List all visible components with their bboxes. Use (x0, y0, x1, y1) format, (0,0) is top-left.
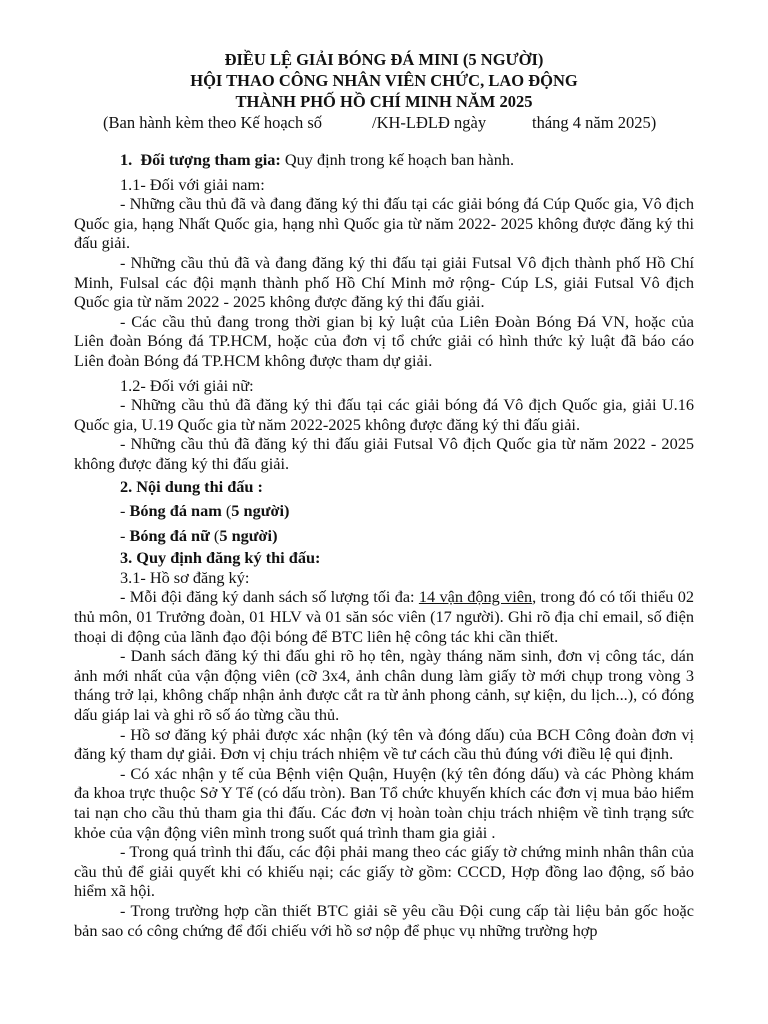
item-women-label: Bóng đá nữ (129, 525, 210, 545)
doc-title-line-2: HỘI THAO CÔNG NHÂN VIÊN CHỨC, LAO ĐỘNG (190, 71, 578, 90)
item-dash: - (120, 525, 130, 545)
section-3-1-para-4: - Có xác nhận y tế của Bệnh viện Quận, Huyện (ký tên đóng dấu) và các Phòng khám đa khoa trực thuộc Sở Y Tế (có dấu tròn). Ban Tổ chức khuyến khích các đơn vị mua bảo hiểm tai nạn cho cầu thủ tham gia thi đấu. Các đơn vị hoàn toàn chịu trách nhiệm về tình trạng sức khỏe của vận động viên mình trong suốt quá trình tham gia giải . (74, 763, 694, 842)
section-3-1-para-3: - Hồ sơ đăng ký phải được xác nhận (ký tên và đóng dấu) của BCH Công đoàn đơn vị đăng ký tham dự giải. Đơn vị chịu trách nhiệm về tư cách cầu thủ đúng với điều lệ qui định. (74, 724, 694, 764)
section-2-item-men (74, 501, 694, 521)
item-men-label: Bóng đá nam (129, 501, 222, 521)
section-3-heading: 3. Quy định đăng ký thi đấu: (120, 548, 321, 568)
item-dash: - (120, 501, 130, 521)
section-1-title: Đối tượng tham gia: (140, 150, 281, 169)
section-1-1-para-1: - Những cầu thủ đã và đang đăng ký thi đấu tại các giải bóng đá Cúp Quốc gia, Vô địch Quốc gia, hạng Nhất Quốc gia, hạng nhì Quốc gia từ năm 2022- 2025 không được đăng ký thi đấu giải. (74, 194, 694, 253)
section-1-2-para-1: - Những cầu thủ đã đăng ký thi đấu tại các giải bóng đá Vô địch Quốc gia, giải U.16 Quốc gia, U.19 Quốc gia từ năm 2022-2025 không được đăng ký thi đấu giải. (74, 395, 694, 434)
item-men-players: 5 người) (231, 501, 290, 521)
subtitle-plan-label: (Ban hành kèm theo Kế hoạch số (103, 113, 323, 132)
section-3-1-para-1 (74, 587, 694, 646)
para-1-start: - Mỗi đội đăng ký danh sách số lượng tối đa: (120, 587, 419, 607)
item-women-players: 5 người) (219, 525, 278, 545)
section-2-item-women (74, 526, 694, 546)
section-3-1-para-6: - Trong trường hợp cần thiết BTC giải sẽ yêu cầu Đội cung cấp tài liệu bản gốc hoặc bản sao có công chứng để đối chiếu với hồ sơ nộp để phục vụ những trường hợp (74, 900, 694, 940)
para-1-end: , trong đó có tối thiểu 02 thủ môn, 01 Trưởng đoàn, 01 HLV và 01 săn sóc viên (17 người). Ghi rõ địa chỉ email, số điện thoại di động của lãnh đạo đội bóng để BTC liên hệ công tác khi cần thiết. (74, 587, 694, 646)
section-2-heading: 2. Nội dung thi đấu : (120, 476, 263, 496)
doc-title-line-1: ĐIỀU LỆ GIẢI BÓNG ĐÁ MINI (5 NGƯỜI) (224, 50, 544, 69)
section-1-2-para-2: - Những cầu thủ đã đăng ký thi đấu giải Futsal Vô địch Quốc gia từ năm 2022 - 2025 không được đăng ký thi đấu giải. (74, 434, 694, 473)
section-1-title-rest: Quy định trong kế hoạch ban hành. (280, 150, 515, 169)
document-body (74, 150, 694, 940)
section-1-number: 1. (120, 150, 133, 169)
item-women-paren: ( (209, 525, 220, 545)
section-1-1-para-3: - Các cầu thủ đang trong thời gian bị kỷ luật của Liên Đoàn Bóng Đá VN, hoặc của Liên đoàn Bóng đá TP.HCM, hoặc của đơn vị tổ chức giải có hình thức kỷ luật đã báo cáo Liên đoàn Bóng đá TP.HCM không được tham dự giải. (74, 311, 694, 370)
section-3-1-title: 3.1- Hồ sơ đăng ký: (120, 567, 250, 587)
section-1-1-para-2: - Những cầu thủ đã và đang đăng ký thi đấu tại giải Futsal Vô địch thành phố Hồ Chí Minh, Fulsal các đội mạnh thành phố Hồ Chí Minh mở rộng- Cúp LS, giải Futsal Vô địch Quốc gia từ năm 2022 - 2025 không được đăng ký thi đấu giải. (74, 252, 694, 312)
item-men-paren: ( (221, 501, 232, 521)
section-3-1-para-2: - Danh sách đăng ký thi đấu ghi rõ họ tên, ngày tháng năm sinh, đơn vị công tác, dán ảnh mới nhất của vận động viên (cỡ 3x4, ảnh chân dung làm giấy tờ mới chụp trong vòng 3 tháng trở lại, không chấp nhận ảnh được cắt ra từ ảnh phong cảnh, sự kiện, du lịch...), có đóng dấu giáp lai và ghi rõ số áo từng cầu thủ. (74, 646, 694, 725)
section-1-1-title: 1.1- Đối với giải nam: (120, 174, 265, 194)
section-1-2-title: 1.2- Đối với giải nữ: (120, 375, 254, 395)
doc-title-line-3: THÀNH PHỐ HỒ CHÍ MINH NĂM 2025 (235, 92, 533, 111)
section-1-heading (74, 150, 694, 170)
max-players-text: 14 vận động viên (418, 587, 533, 607)
section-3-1-para-5: - Trong quá trình thi đấu, các đội phải mang theo các giấy tờ chứng minh nhân thân của cầu thủ để giải quyết khi có khiếu nại; các giấy tờ gồm: CCCD, Hợp đồng lao động, số bảo hiểm xã hội. (74, 842, 694, 901)
subtitle-plan-code: /KH-LĐLĐ ngày (372, 113, 487, 132)
subtitle-date: tháng 4 năm 2025) (532, 113, 657, 132)
